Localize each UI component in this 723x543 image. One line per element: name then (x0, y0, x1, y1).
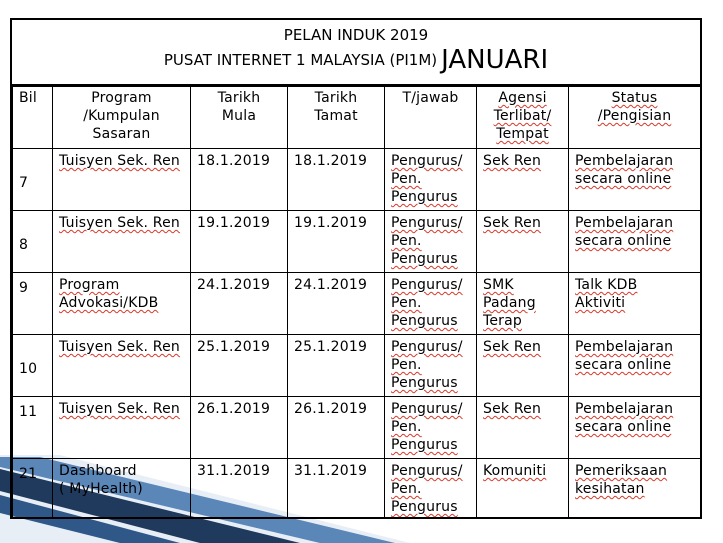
cell-tjawab: Pengurus/ Pen. Pengurus (385, 397, 477, 459)
cell-tarikh-mula: 26.1.2019 (191, 397, 288, 459)
cell-bil: 9 (13, 273, 53, 335)
schedule-table (12, 86, 701, 518)
header-tarikh-mula: Tarikh Mula (191, 87, 288, 149)
header-status: Status /Pengisian (569, 87, 701, 149)
title-block (12, 20, 700, 86)
title-month: JANUARI (441, 45, 549, 75)
cell-program: Tuisyen Sek. Ren (53, 149, 191, 211)
cell-bil: 11 (13, 397, 53, 459)
cell-agensi: Sek Ren (477, 335, 569, 397)
cell-bil: 21 (13, 459, 53, 518)
cell-tarikh-tamat: 19.1.2019 (288, 211, 385, 273)
cell-tarikh-mula: 24.1.2019 (191, 273, 288, 335)
cell-tarikh-mula: 18.1.2019 (191, 149, 288, 211)
cell-bil: 7 (13, 149, 53, 211)
cell-program: Tuisyen Sek. Ren (53, 211, 191, 273)
header-program: Program /Kumpulan Sasaran (53, 87, 191, 149)
table-row (13, 211, 701, 273)
table-row (13, 459, 701, 518)
header-agensi: Agensi Terlibat/ Tempat (477, 87, 569, 149)
cell-tjawab: Pengurus/ Pen. Pengurus (385, 149, 477, 211)
cell-tarikh-tamat: 25.1.2019 (288, 335, 385, 397)
cell-status: Pembelajaran secara online (569, 211, 701, 273)
cell-tarikh-mula: 31.1.2019 (191, 459, 288, 518)
header-bil: Bil (13, 87, 53, 149)
cell-agensi: Sek Ren (477, 211, 569, 273)
cell-agensi: Sek Ren (477, 397, 569, 459)
table-row (13, 335, 701, 397)
cell-tarikh-tamat: 24.1.2019 (288, 273, 385, 335)
cell-tarikh-mula: 25.1.2019 (191, 335, 288, 397)
plan-table-frame (10, 18, 702, 519)
header-row (13, 87, 701, 149)
cell-status: Talk KDB Aktiviti (569, 273, 701, 335)
cell-tjawab: Pengurus/ Pen. Pengurus (385, 335, 477, 397)
cell-bil: 10 (13, 335, 53, 397)
table-row (13, 149, 701, 211)
cell-tarikh-tamat: 18.1.2019 (288, 149, 385, 211)
cell-bil: 8 (13, 211, 53, 273)
cell-agensi: Sek Ren (477, 149, 569, 211)
cell-tarikh-tamat: 26.1.2019 (288, 397, 385, 459)
cell-agensi: Komuniti (477, 459, 569, 518)
title-line-1: PELAN INDUK 2019 (283, 26, 429, 44)
cell-agensi: SMK Padang Terap (477, 273, 569, 335)
title-line-2 (12, 46, 700, 74)
cell-status: Pembelajaran secara online (569, 149, 701, 211)
cell-tarikh-tamat: 31.1.2019 (288, 459, 385, 518)
header-tarikh-tamat: Tarikh Tamat (288, 87, 385, 149)
header-tjawab: T/jawab (385, 87, 477, 149)
cell-program: Tuisyen Sek. Ren (53, 335, 191, 397)
table-row (13, 397, 701, 459)
cell-status: Pemeriksaan kesihatan (569, 459, 701, 518)
table-row (13, 273, 701, 335)
cell-program: Program Advokasi/KDB (53, 273, 191, 335)
cell-status: Pembelajaran secara online (569, 335, 701, 397)
cell-status: Pembelajaran secara online (569, 397, 701, 459)
cell-tjawab: Pengurus/ Pen. Pengurus (385, 273, 477, 335)
cell-tjawab: Pengurus/ Pen. Pengurus (385, 211, 477, 273)
cell-program: Dashboard ( MyHealth) (53, 459, 191, 518)
cell-tarikh-mula: 19.1.2019 (191, 211, 288, 273)
cell-tjawab: Pengurus/ Pen. Pengurus (385, 459, 477, 518)
cell-program: Tuisyen Sek. Ren (53, 397, 191, 459)
title-center-name: PUSAT INTERNET 1 MALAYSIA (PI1M) (163, 51, 438, 69)
